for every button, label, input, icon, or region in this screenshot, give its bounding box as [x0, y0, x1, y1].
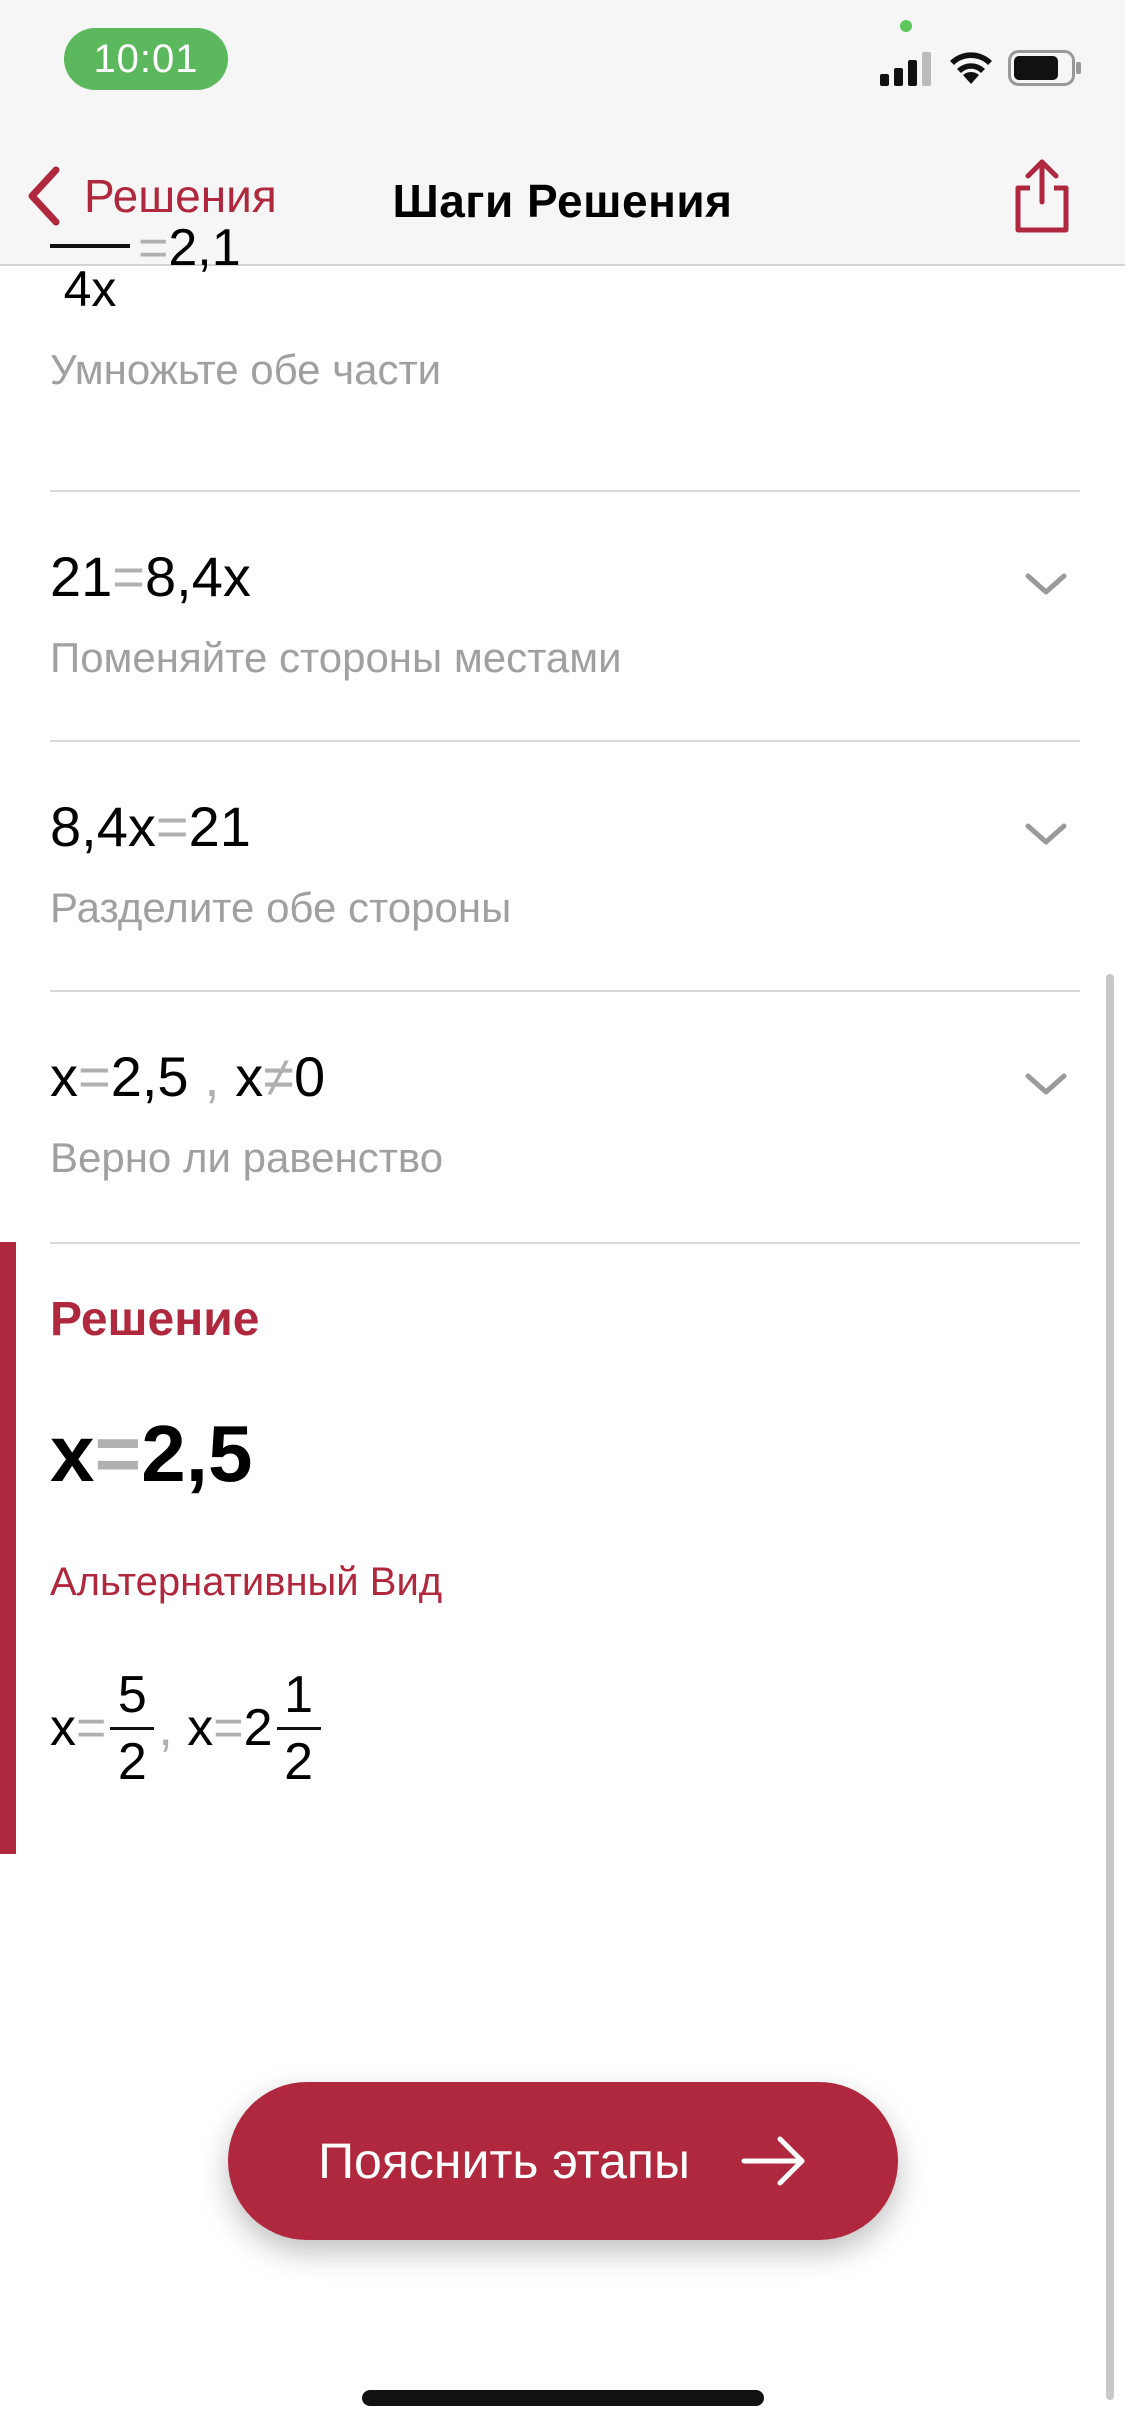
explain-steps-label: Пояснить этапы	[318, 2133, 690, 2189]
condition-var: x	[235, 1045, 264, 1108]
comma-separator: ,	[158, 1699, 188, 1757]
fraction-bar	[110, 1727, 154, 1730]
home-indicator[interactable]	[362, 2390, 764, 2406]
share-icon[interactable]	[1010, 156, 1074, 236]
status-bar	[0, 0, 1125, 130]
cellular-signal-icon	[880, 50, 934, 86]
fraction	[277, 1665, 321, 1792]
divider	[50, 1242, 1080, 1244]
solution-value	[50, 1408, 252, 1500]
step-expression-rhs	[138, 218, 241, 278]
step-description: Поменяйте стороны местами	[50, 634, 622, 681]
mixed-whole: 2	[243, 1699, 273, 1757]
arrow-right-icon	[740, 2133, 808, 2189]
equals-sign: =	[94, 1409, 142, 1498]
back-button-label: Решения	[84, 170, 277, 222]
alternative-form-label: Альтернативный Вид	[50, 1560, 443, 1604]
step-expression	[50, 1044, 325, 1109]
step-expression	[50, 544, 251, 609]
equals-sign: =	[138, 219, 169, 277]
not-equal-sign: ≠	[263, 1045, 294, 1108]
camera-indicator-icon	[900, 20, 912, 32]
chevron-down-icon[interactable]	[1024, 1070, 1068, 1098]
chevron-down-icon[interactable]	[1024, 820, 1068, 848]
step-item[interactable]	[50, 740, 1080, 990]
fraction-numerator: 1	[284, 1665, 314, 1724]
step-lhs: 21	[50, 545, 113, 608]
step-rhs: 2,5	[110, 1045, 189, 1108]
equals-sign: =	[76, 1699, 107, 1757]
rhs-value: 2,1	[168, 219, 241, 277]
equals-sign: =	[78, 1045, 111, 1108]
step-rhs: 21	[188, 795, 251, 858]
status-time: 10:01	[64, 28, 228, 90]
chevron-down-icon[interactable]	[1024, 570, 1068, 598]
alt-var: x	[50, 1699, 76, 1757]
equals-sign: =	[213, 1699, 244, 1757]
step-lhs: 8,4x	[50, 795, 156, 858]
step-rhs: 8,4x	[145, 545, 251, 608]
wifi-icon	[948, 48, 994, 86]
fraction-denominator: 2	[284, 1732, 314, 1791]
step-item[interactable]	[50, 990, 1080, 1240]
solution-label: Решение	[50, 1293, 260, 1346]
scroll-indicator[interactable]	[1106, 974, 1114, 2400]
equals-sign: =	[155, 795, 189, 858]
fraction	[110, 1665, 154, 1792]
equals-sign: =	[112, 545, 145, 608]
step-expression	[50, 794, 251, 859]
condition-value: 0	[293, 1045, 326, 1108]
page-title: Шаги Решения	[392, 175, 733, 227]
comma-separator: ,	[188, 1045, 236, 1108]
alt-var: x	[187, 1699, 214, 1757]
fraction-denominator: 2	[117, 1732, 147, 1791]
alternative-form-value	[50, 1658, 325, 1798]
step-description: Умножьте обе части	[50, 346, 442, 393]
step-item[interactable]	[50, 490, 1080, 740]
solution-var: x	[50, 1409, 95, 1498]
fraction-bar	[277, 1727, 321, 1730]
step-lhs: x	[50, 1045, 78, 1108]
solution-number: 2,5	[141, 1409, 253, 1498]
step-description: Верно ли равенство	[50, 1134, 444, 1181]
battery-icon	[1008, 50, 1082, 86]
step-partial	[50, 219, 1080, 478]
fraction-denominator: 4x	[63, 261, 117, 317]
fraction-numerator: 5	[117, 1665, 147, 1724]
step-description: Разделите обе стороны	[50, 884, 512, 931]
solution-accent-bar	[0, 1242, 16, 1854]
fraction-bar	[50, 244, 130, 248]
explain-steps-button[interactable]	[228, 2082, 898, 2240]
